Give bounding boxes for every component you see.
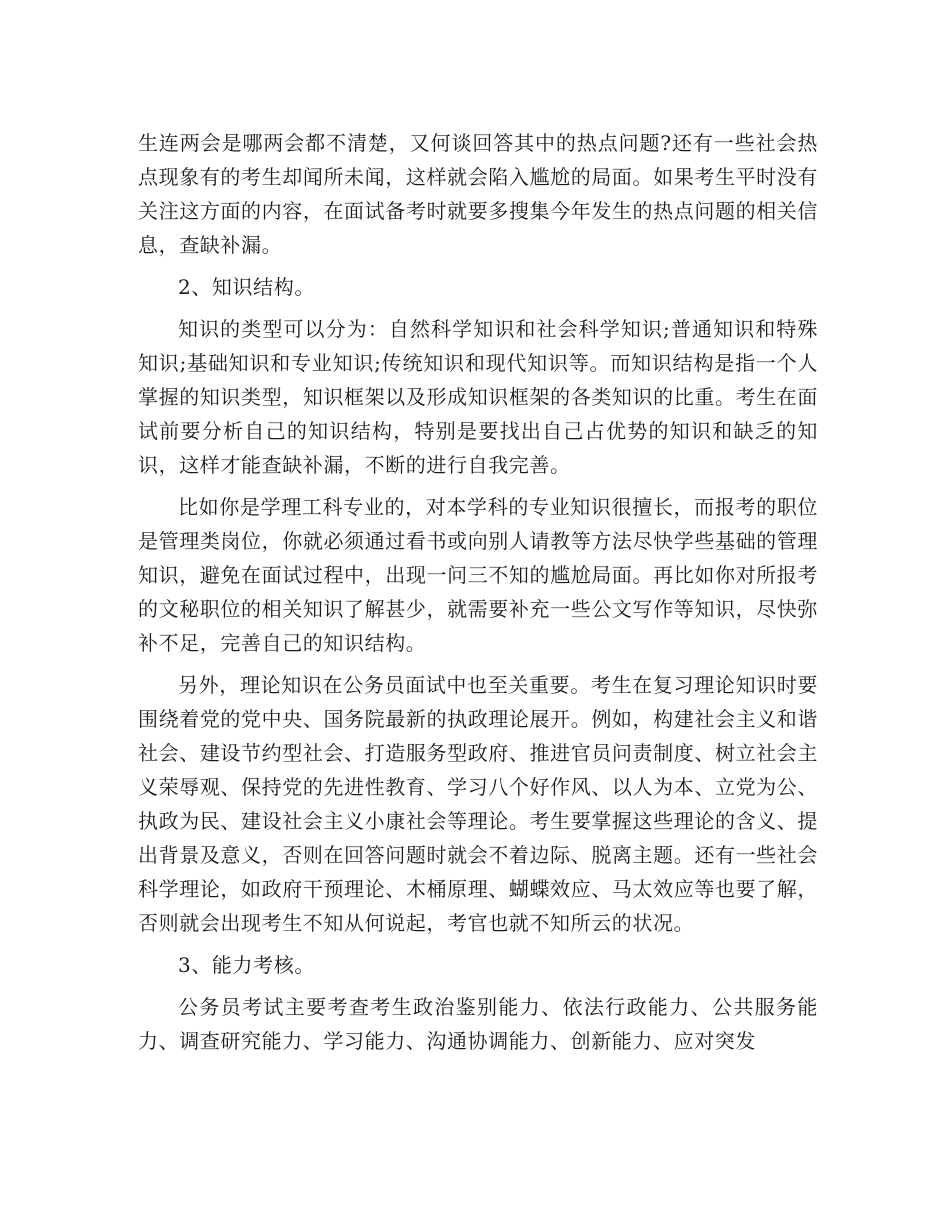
section-heading-ability: 3、能力考核。: [178, 953, 315, 977]
paragraph-ability: 公务员考试主要考查考生政治鉴别能力、依法行政能力、公共服务能力、调查研究能力、学习能力、沟通协调能力、创新能力、应对突发: [138, 995, 818, 1053]
paragraph-example: 比如你是学理工科专业的，对本学科的专业知识很擅长，而报考的职位是管理类岗位，你就必须通过看书或向别人请教等方法尽快学些基础的管理知识，避免在面试过程中，出现一问三不知的尴尬局面。再比如你对所报考的文秘职位的相关知识了解甚少，就需要补充一些公文写作等知识，尽快弥补不足，完善自己的知识结构。: [138, 495, 818, 655]
section-heading-knowledge-structure: 2、知识结构。: [178, 275, 315, 299]
paragraph-knowledge-types: 知识的类型可以分为：自然科学知识和社会科学知识;普通知识和特殊知识;基础知识和专业知识;传统知识和现代知识等。而知识结构是指一个人掌握的知识类型，知识框架以及形成知识框架的各类知识的比重。考生在面试前要分析自己的知识结构，特别是要找出自己占优势的知识和缺乏的知识，这样才能查缺补漏，不断的进行自我完善。: [138, 317, 818, 477]
paragraph-theory: 另外，理论知识在公务员面试中也至关重要。考生在复习理论知识时要围绕着党的党中央、国务院最新的执政理论展开。例如，构建社会主义和谐社会、建设节约型社会、打造服务型政府、推进官员问责制度、树立社会主义荣辱观、保持党的先进性教育、学习八个好作风、以人为本、立党为公、执政为民、建设社会主义小康社会等理论。考生要掌握这些理论的含义、提出背景及意义，否则在回答问题时就会不着边际、脱离主题。还有一些社会科学理论，如政府干预理论、木桶原理、蝴蝶效应、马太效应等也要了解，否则就会出现考生不知从何说起，考官也就不知所云的状况。: [138, 673, 818, 935]
document-page: [138, 126, 818, 1066]
paragraph-1: 生连两会是哪两会都不清楚，又何谈回答其中的热点问题?还有一些社会热点现象有的考生却闻所未闻，这样就会陷入尴尬的局面。如果考生平时没有关注这方面的内容，在面试备考时就要多搜集今年发生的热点问题的相关信息，查缺补漏。: [138, 131, 818, 257]
